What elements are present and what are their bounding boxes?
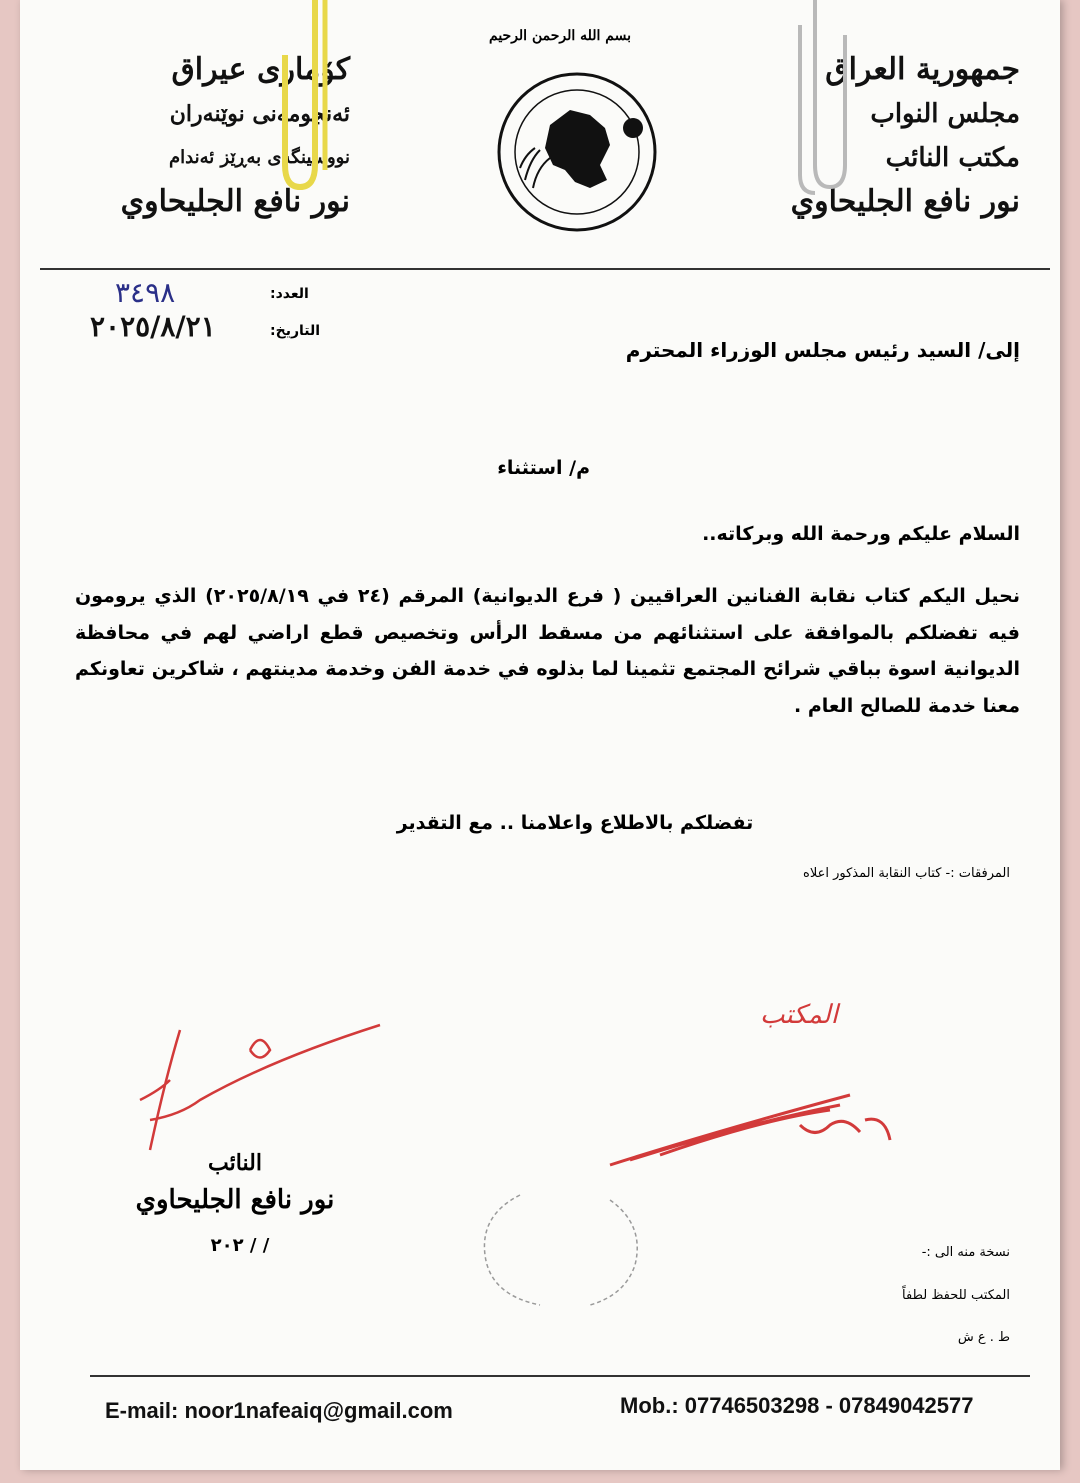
date-label: التاريخ: (270, 323, 321, 339)
member-signature (110, 1020, 390, 1160)
handwritten-note: المكتب (760, 1000, 838, 1030)
signature-name: نور نافع الجليحاوي (135, 1185, 335, 1215)
greeting-line: السلام عليكم ورحمة الله وبركاته.. (702, 523, 1020, 545)
number-label: العدد: (270, 286, 309, 302)
copies-heading: نسخة منه الى :- (921, 1245, 1010, 1260)
silver-paperclip-icon (775, 0, 855, 195)
faint-stamp (460, 1185, 660, 1315)
closing-line: تفضلكم بالاطلاع واعلامنا .. مع التقدير (396, 812, 754, 834)
header-right-name: نور نافع الجليحاوي (790, 184, 1020, 219)
header-left-council: ئەنجومەنی نوێنەران (169, 101, 350, 127)
letter-page (20, 0, 1060, 1470)
emblem-logo (495, 70, 660, 235)
subject-line: م/ استثناء (497, 457, 590, 479)
signature-date: ٢٠٢ / / (210, 1235, 270, 1256)
basmala: بسم الله الرحمن الرحيم (489, 28, 631, 44)
number-value: ٣٤٩٨ (115, 276, 176, 309)
date-value: ٢٠٢٥/٨/٢١ (90, 310, 216, 343)
header-right-office: مكتب النائب (885, 143, 1020, 173)
header-right-country: جمهورية العراق (825, 52, 1020, 87)
signature-title: النائب (208, 1150, 262, 1176)
footer-divider (90, 1375, 1030, 1377)
footer-email: E-mail: noor1nafeaiq@gmail.com (105, 1398, 453, 1423)
attachments-line: المرفقات :- كتاب النقابة المذكور اعلاه (803, 866, 1010, 881)
recipient-line: إلى/ السيد رئيس مجلس الوزراء المحترم (625, 338, 1020, 362)
header-divider (40, 268, 1050, 270)
red-scribble-signature (600, 1070, 920, 1180)
copies-item: المكتب للحفظ لطفاً (902, 1288, 1010, 1303)
copies-item: ط . ع ش (957, 1330, 1010, 1345)
header-right-council: مجلس النواب (870, 99, 1020, 129)
header-left-country: كۆماری عیراق (171, 52, 350, 87)
yellow-paperclip-icon (275, 0, 345, 195)
footer-mobile: Mob.: 07746503298 - 07849042577 (620, 1393, 974, 1418)
header-left-office: نووسینگەی بەڕێز ئەندام (168, 147, 350, 168)
letter-body: نحيل اليكم كتاب نقابة الفنانين العراقيين ( فرع الديوانية) المرقم (٢٤ في ٢٠٢٥/٨/١٩) الذي يرومون فيه تفضلكم بالموافقة على استثنائهم من مسقط الرأس وتخصيص قطع اراضي لهم في محافظة الديوانية اسوة بباقي شرائح المجتمع تثمينا لما بذلوه في خدمة الفن وخدمة مدينتهم ، شاكرين تعاونكم معنا خدمة للصالح العام . (75, 585, 1020, 717)
header-left-name: نور نافع الجليحاوي (120, 184, 350, 219)
